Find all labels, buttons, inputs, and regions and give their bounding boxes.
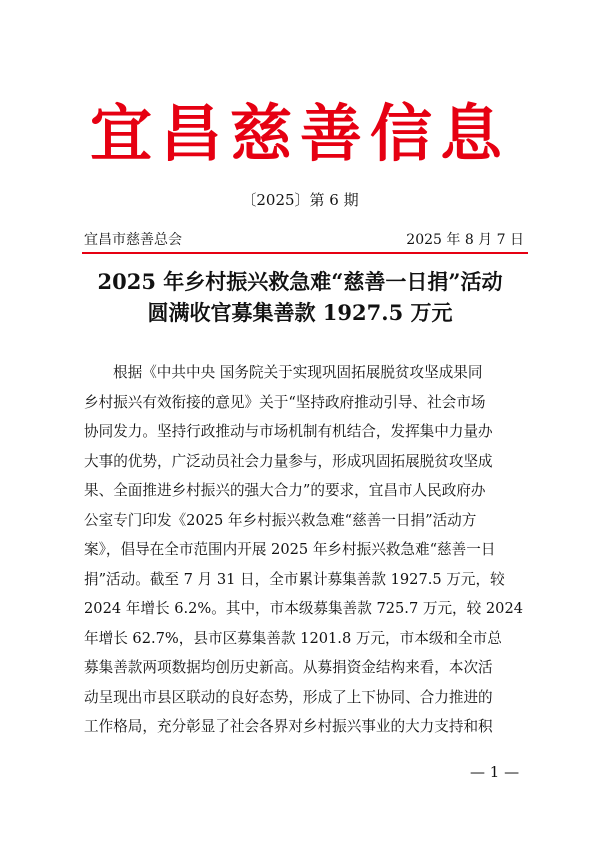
issue-number: 〔2025〕第 6 期 <box>241 191 359 209</box>
article-headline <box>60 266 540 328</box>
body-line: 果、全面推进乡村振兴的强大合力”的要求，宜昌市人民政府办 <box>84 482 486 499</box>
body-line: 协同发力。坚持行政推动与市场机制有机结合，发挥集中力量办 <box>84 423 493 440</box>
body-line: 大事的优势，广泛动员社会力量参与，形成巩固拓展脱贫攻坚成 <box>84 452 493 470</box>
headline-line-1: 2025 年乡村振兴救急难“慈善一日捐”活动 <box>97 269 503 294</box>
meta-row <box>84 230 524 250</box>
body-line: 募集善款两项数据均创历史新高。从募捐资金结构来看，本次活 <box>84 659 493 676</box>
article-body <box>84 358 534 742</box>
body-line: 捐”活动。截至 7 月 31 日，全市累计募集善款 1927.5 万元，较 <box>84 570 505 588</box>
body-line: 公室专门印发《2025 年乡村振兴救急难“慈善一日捐”活动方 <box>84 511 477 529</box>
body-line: 2024 年增长 6.2%。其中，市本级募集善款 725.7 万元，较 2024 <box>84 600 524 617</box>
red-divider <box>82 252 528 254</box>
publication-date: 2025 年 8 月 7 日 <box>406 232 524 248</box>
body-line: 工作格局，充分彰显了社会各界对乡村振兴事业的大力支持和积 <box>84 718 493 735</box>
body-line: 根据《中共中央 国务院关于实现巩固拓展脱贫攻坚成果同 <box>113 364 483 381</box>
headline-line-2: 圆满收官募集善款 1927.5 万元 <box>147 300 453 325</box>
body-line: 乡村振兴有效衔接的意见》关于“坚持政府推动引导、社会市场 <box>84 393 486 411</box>
body-line: 动呈现出市县区联动的良好态势，形成了上下协同、合力推进的 <box>84 688 493 706</box>
body-line: 案》，倡导在全市范围内开展 2025 年乡村振兴救急难“慈善一日 <box>84 541 496 558</box>
masthead-title: 宜昌慈善信息 <box>89 97 510 170</box>
body-line: 年增长 62.7%，县市区募集善款 1201.8 万元，市本级和全市总 <box>84 629 502 647</box>
page-number: — 1 — <box>470 763 520 781</box>
organization-name: 宜昌市慈善总会 <box>84 232 182 248</box>
